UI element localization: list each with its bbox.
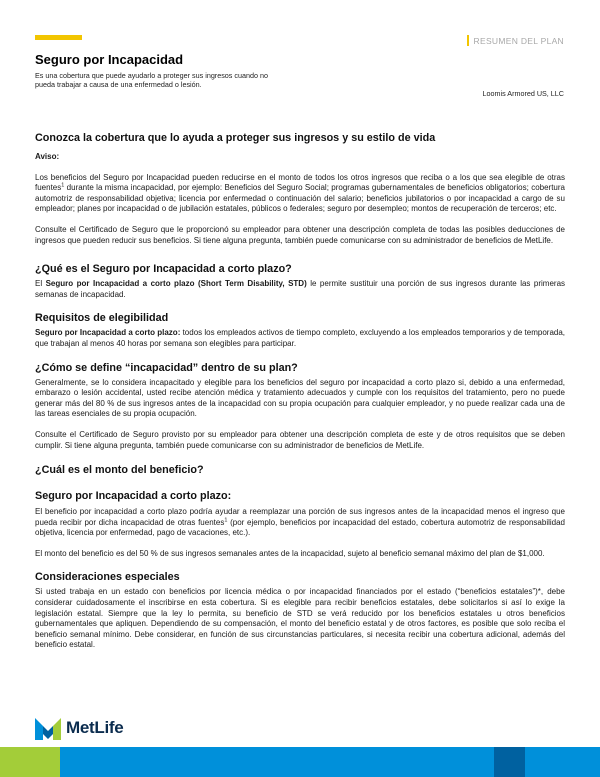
document-title: Seguro por Incapacidad [35,52,184,67]
plan-summary-label: RESUMEN DEL PLAN [473,35,564,46]
paragraph-std-definition: El Seguro por Incapacidad a corto plazo (Short Term Disability, STD) le permite sustituir una porción de sus ingresos durante las primeras semanas de incapacidad. [35,279,566,299]
paragraph-disability-definition: Generalmente, se lo considera incapacitado y elegible para los beneficios del seguro por incapacidad a corto plazo si, debido a una enfermedad, embarazo o lesión accidental, usted recibe atención médica y tratamiento adecuados y cumple con los requisitos del tratamiento, pero no puede generar más del 80 % de sus ingresos antes de la incapacidad con su propia ocupación para cualquier empleador, y no puede realizar cada una de las tareas esenciales de su propia ocupación. [35,377,565,419]
intro-text: Es una cobertura que puede ayudarlo a proteger sus ingresos cuando no pueda trabajar a causa de una enfermedad o lesión. [35,71,268,89]
footer-color-bar [0,747,600,777]
notice-label: Aviso: [35,152,60,161]
paragraph-certificate-requirements: Consulte el Certificado de Seguro provisto por su empleador para obtener una descripción completa de este y de otros requisitos que se deben cumplir. Si tiene alguna pregunta, también puede comunicarse con su administrador de beneficios de MetLife. [35,429,565,450]
company-name: Loomis Armored US, LLC [482,89,564,98]
paragraph-certificate: Consulte el Certificado de Seguro que le proporcionó su empleador para obtener una descripción completa de todas las posibles deducciones de ingresos que pueden reducir sus beneficios. Si tiene alguna pregunta, también puede comunicarse con su administrador de beneficios de MetLife. [35,224,565,245]
footer-bar-blue-end [525,747,600,777]
plan-summary-tag [467,35,564,46]
paragraph-income-reduction: Los beneficios del Seguro por Incapacidad pueden reducirse en el monto de todos los otros ingresos que reciba o a los que sea elegible de otras fuentes$^1$ durante la misma incapacidad, por ejemplo: Beneficios del Seguro Social; programas gubernamentales de beneficios obligatorios; cobertura automotriz de responsabilidad objetiva; licencia por enfermedad o continuación del salario; beneficios jubilatorios o por incapacidad a cargo de su empleador; planes por incapacidad o de jubilación estatales, públicos o federales; seguro por desempleo; montos de recuperación de terceros; etc. [35,172,565,214]
footer-bar-navy [494,747,525,777]
tag-marker [467,35,469,46]
section-heading-std: ¿Qué es el Seguro por Incapacidad a corto plazo? [35,263,292,276]
section-heading-special-considerations: Consideraciones especiales [35,571,180,584]
section-heading-disability-definition: ¿Cómo se define “incapacidad” dentro de su plan? [35,361,298,374]
paragraph-benefit-amount: El monto del beneficio es del 50 % de sus ingresos semanales antes de la incapacidad, sujeto al beneficio semanal máximo del plan de $1,000. [35,548,545,558]
document-body [35,131,565,651]
paragraph-special-considerations: Si usted trabaja en un estado con beneficios por licencia médica o por incapacidad financiados por el estado (“beneficios estatales”)*, debe considerar cuidadosamente el inscribirse en esta cobertura. Si es elegible para recibir beneficios estatales, debe solicitarlos si así lo exige la legislación estatal. Siempre que la ley lo permita, su beneficio de STD se verá reducido por los beneficios estatales u otros beneficios gubernamentales que apliquen. Dependiendo de su compensación, el monto del beneficio estatal y de otros factores, es posible que solo reciba el beneficio semanal mínimo. Debe considerar, en función de sus circunstancias particulares, si necesita recibir una cobertura adicional, además del beneficio estatal. [35,587,565,650]
section-heading-benefit-amount: ¿Cuál es el monto del beneficio? [35,464,204,477]
footer-bar-blue [60,747,494,777]
paragraph-eligibility: Seguro por Incapacidad a corto plazo: todos los empleados activos de tiempo completo, excluyendo a los empleados temporarios y de temporada, que trabajan al menos 40 horas por semana son elegibles para participar. [35,328,566,348]
footer-bar-green [0,747,60,777]
metlife-m-icon [35,716,61,740]
footnote-marker: 1 [61,182,65,189]
section-heading-coverage: Conozca la cobertura que lo ayuda a proteger sus ingresos y su estilo de vida [35,132,436,144]
metlife-wordmark: MetLife [66,718,124,737]
footnote-marker: 1 [224,517,228,524]
subheading-std-benefit: Seguro por Incapacidad a corto plazo: [35,490,232,503]
metlife-logo [35,716,123,740]
section-heading-eligibility: Requisitos de elegibilidad [35,312,169,325]
accent-bar [35,35,82,40]
paragraph-benefit-description: El beneficio por incapacidad a corto plazo podría ayudar a reemplazar una porción de sus ingresos antes de la incapacidad menos el ingreso que pueda recibir por dicha incapacidad de otras fuentes$^1$ (por ejemplo, beneficios por incapacidad del estado, cobertura automotriz de responsabilidad objetiva, licencia por enfermedad, pago de vacaciones, etc.). [35,507,566,538]
